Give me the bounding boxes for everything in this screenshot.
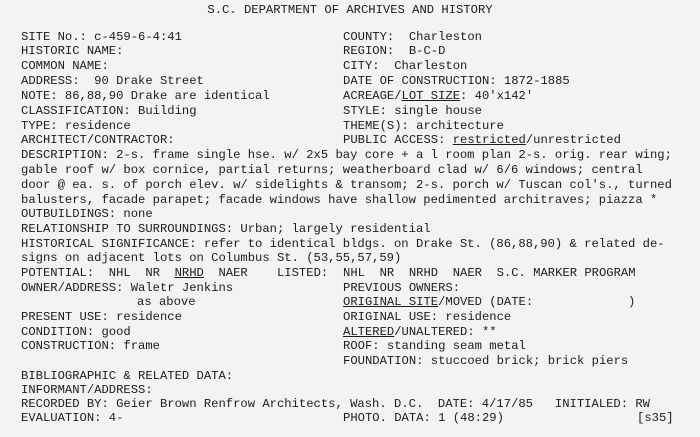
bibliographic: BIBLIOGRAPHIC & RELATED DATA: (21, 369, 234, 383)
themes: THEME(S): architecture (343, 119, 504, 133)
roof: ROOF: standing seam metal (343, 339, 526, 353)
original-site-option: ORIGINAL SITE (343, 295, 439, 309)
site-number: SITE No.: c-459-6-4:41 (21, 30, 182, 44)
condition: CONDITION: good (21, 325, 131, 339)
classification: CLASSIFICATION: Building (21, 104, 197, 118)
original-site (343, 295, 533, 310)
acreage (343, 89, 533, 104)
description-line: balusters, facade parapet; facade windows have shallow pedimented architraves; piazza * (21, 193, 658, 207)
listed-label: NAER LISTED: (203, 266, 329, 280)
significance-line: HISTORICAL SIGNIFICANCE: refer to identical bldgs. on Drake St. (86,88,90) & related de- (21, 237, 665, 251)
moved-date-close: ) (628, 295, 636, 309)
type: TYPE: residence (21, 119, 131, 133)
description-line: door @ ea. s. of porch elev. w/ sidelights & transom; 2-s. porch w/ Tuscan col's., turned (21, 178, 672, 192)
owner-address: as above (137, 295, 196, 309)
restricted-option: restricted (452, 133, 526, 147)
recorded-by: RECORDED BY: Geier Brown Renfrow Architects, Wash. D.C. DATE: 4/17/85 INITIALED: RW (21, 397, 650, 411)
unaltered-option: /UNALTERED: ** (394, 325, 497, 339)
region: REGION: B-C-D (343, 44, 446, 58)
foundation: FOUNDATION: stuccoed brick; brick piers (343, 354, 629, 368)
moved-option: /MOVED (DATE: (438, 295, 534, 309)
historic-name: HISTORIC NAME: (21, 44, 124, 58)
address: ADDRESS: 90 Drake Street (21, 74, 204, 88)
form-title: S.C. DEPARTMENT OF ARCHIVES AND HISTORY (207, 3, 493, 17)
photo-data: PHOTO. DATA: 1 (48:29) (343, 411, 504, 425)
reference-code: [s35] (637, 411, 674, 425)
original-use: ORIGINAL USE: residence (343, 310, 512, 324)
evaluation: EVALUATION: 4- (21, 411, 124, 425)
altered-option: ALTERED (343, 325, 395, 339)
previous-owners: PREVIOUS OWNERS: (343, 281, 461, 295)
nrhd-option: NRHD (174, 266, 204, 280)
acreage-value: : 40'x142' (460, 89, 534, 103)
potential (21, 266, 328, 281)
present-use: PRESENT USE: residence (21, 310, 182, 324)
potential-label: POTENTIAL: NHL NR (21, 266, 175, 280)
style: STYLE: single house (343, 104, 482, 118)
lot-size-label: LOT SIZE (401, 89, 461, 103)
description-line: gable roof w/ box cornice, partial returns; weatherboard clad w/ 6/6 windows; central (21, 163, 643, 177)
date-of-construction: DATE OF CONSTRUCTION: 1872-1885 (343, 74, 570, 88)
common-name: COMMON NAME: (21, 59, 109, 73)
listed-options: NHL NR NRHD NAER S.C. MARKER PROGRAM (343, 266, 636, 280)
city: CITY: Charleston (343, 59, 468, 73)
county: COUNTY: Charleston (343, 30, 482, 44)
relationship: RELATIONSHIP TO SURROUNDINGS: Urban; largely residential (21, 222, 431, 236)
acreage-label: ACREAGE/ (343, 89, 402, 103)
unrestricted-option: /unrestricted (525, 133, 621, 147)
informant: INFORMANT/ADDRESS: (21, 383, 153, 397)
public-access-label: PUBLIC ACCESS: (343, 133, 453, 147)
owner: OWNER/ADDRESS: Waletr Jenkins (21, 281, 234, 295)
construction: CONSTRUCTION: frame (21, 339, 160, 353)
outbuildings: OUTBUILDINGS: none (21, 207, 153, 221)
architect: ARCHITECT/CONTRACTOR: (21, 133, 175, 147)
significance-line: signs on adjacent lots on Columbus St. (53,55,57,59) (21, 251, 402, 265)
note: NOTE: 86,88,90 Drake are identical (21, 89, 270, 103)
public-access (343, 133, 621, 148)
description-line: DESCRIPTION: 2-s. frame single hse. w/ 2x5 bay core + a l room plan 2-s. orig. rear wing; (21, 148, 672, 162)
altered (343, 325, 497, 340)
